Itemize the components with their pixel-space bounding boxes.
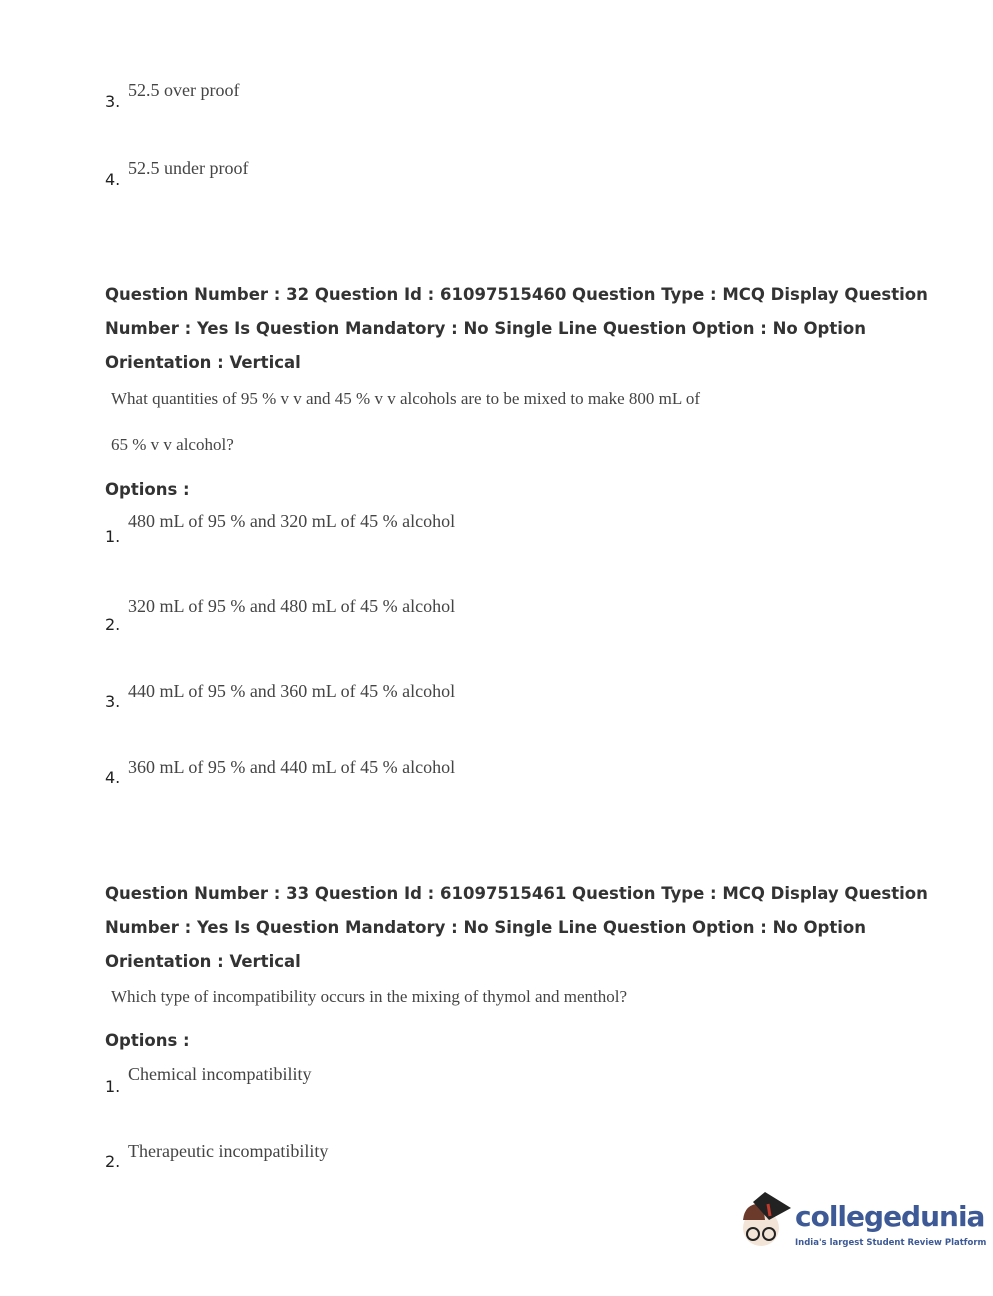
option-number: 4.: [105, 170, 121, 189]
option-text: Therapeutic incompatibility: [128, 1141, 329, 1161]
question-meta: Question Number : 33 Question Id : 61097515461 Question Type : MCQ Display Question: [105, 884, 928, 903]
option-text: 480 mL of 95 % and 320 mL of 45 % alcohol: [128, 511, 456, 531]
option-text: 440 mL of 95 % and 360 mL of 45 % alcohol: [128, 681, 456, 701]
options-label: Options :: [105, 1031, 190, 1050]
question-meta: Number : Yes Is Question Mandatory : No Single Line Question Option : No Option: [105, 918, 866, 937]
question-text: What quantities of 95 % v v and 45 % v v alcohols are to be mixed to make 800 mL of: [111, 389, 701, 408]
option-number: 1.: [105, 527, 121, 546]
question-meta: Orientation : Vertical: [105, 952, 301, 971]
question-text: 65 % v v alcohol?: [111, 435, 234, 454]
collegedunia-logo: [735, 1190, 987, 1260]
option-number: 2.: [105, 1152, 121, 1171]
option-text: 320 mL of 95 % and 480 mL of 45 % alcohol: [128, 596, 456, 616]
question-meta: Number : Yes Is Question Mandatory : No Single Line Question Option : No Option: [105, 319, 866, 338]
options-label: Options :: [105, 480, 190, 499]
brand-name: collegedunia: [795, 1200, 985, 1233]
option-text: 52.5 under proof: [128, 158, 249, 178]
option-text: Chemical incompatibility: [128, 1064, 312, 1084]
option-number: 4.: [105, 768, 121, 787]
option-number: 2.: [105, 615, 121, 634]
option-text: 52.5 over proof: [128, 80, 240, 100]
brand-tagline: India's largest Student Review Platform: [795, 1238, 987, 1248]
option-number: 3.: [105, 92, 121, 111]
option-number: 1.: [105, 1077, 121, 1096]
question-meta: Question Number : 32 Question Id : 61097515460 Question Type : MCQ Display Question: [105, 285, 928, 304]
option-number: 3.: [105, 692, 121, 711]
option-text: 360 mL of 95 % and 440 mL of 45 % alcohol: [128, 757, 456, 777]
question-text: Which type of incompatibility occurs in the mixing of thymol and menthol?: [111, 987, 628, 1006]
mascot-icon: [735, 1190, 793, 1260]
question-meta: Orientation : Vertical: [105, 353, 301, 372]
